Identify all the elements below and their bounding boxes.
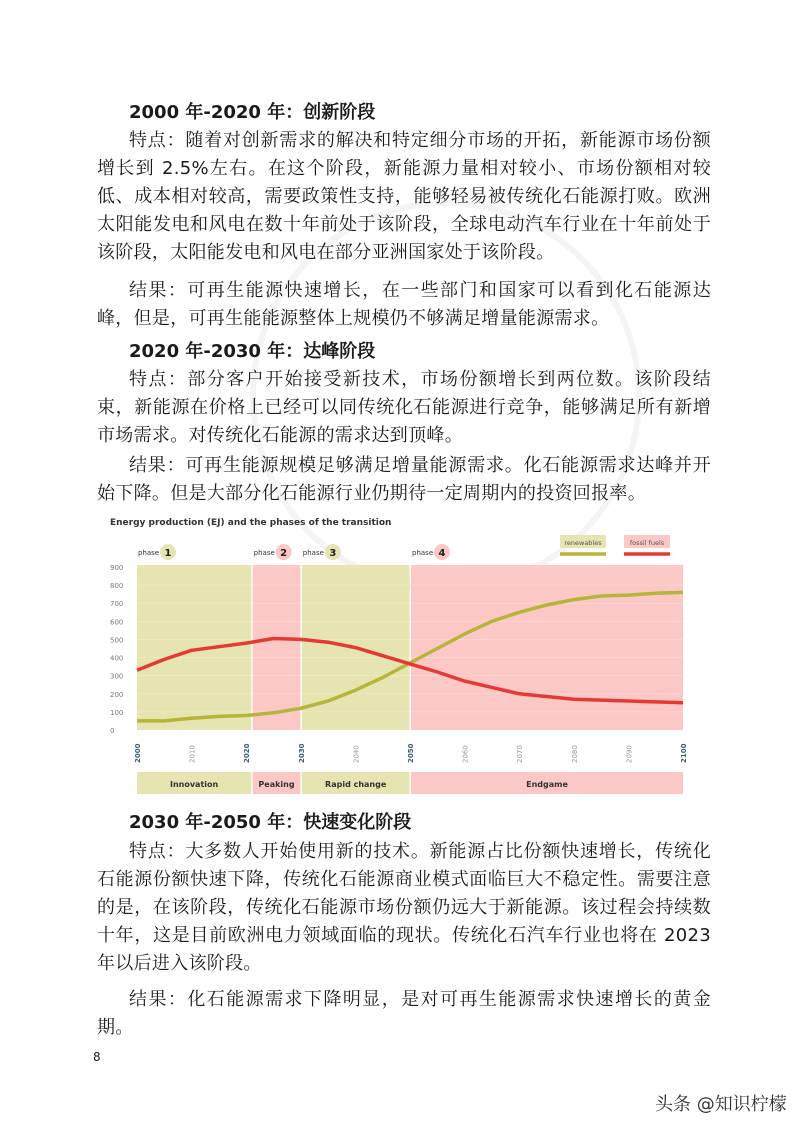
y-tick-label: 500: [110, 636, 124, 645]
x-tick-label: 2090: [625, 745, 634, 763]
chart-title: Energy production (EJ) and the phases of the transition: [110, 518, 392, 528]
x-tick-label: 2080: [570, 745, 579, 763]
y-tick-label: 800: [110, 582, 124, 591]
section-result: 结果：可再生能源规模足够满足增量能源需求。化石能源需求达峰并开始下降。但是大部分化石能源行业仍期待一定周期内的投资回报率。: [97, 455, 711, 504]
section-result: 结果：可再生能源快速增长，在一些部门和国家可以看到化石能源达峰，但是，可再生能能源整体上规模仍不够满足增量能源需求。: [97, 280, 711, 329]
legend-label: fossil fuels: [629, 539, 665, 547]
phase-band: [411, 565, 683, 730]
phase-band: [137, 565, 251, 730]
x-tick-label: 2100: [680, 743, 688, 763]
y-tick-label: 900: [110, 564, 124, 572]
phase-label: Peaking: [258, 780, 295, 789]
footer-attribution: 头条 @知识柠檬: [655, 1094, 787, 1115]
section-feature: 特点：部分客户开始接受新技术，市场份额增长到两位数。该阶段结束，新能源在价格上已经可以同传统化石能源进行竞争，能够满足所有新增市场需求。对传统化石能源的需求达到顶峰。: [97, 369, 711, 446]
x-tick-label: 2030: [297, 743, 306, 763]
section-feature: 特点：随着对创新需求的解决和特定细分市场的开拓，新能源市场份额增长到 2.5%左右。在这个阶段，新能源力量相对较小、市场份额相对较低、成本相对较高，需要政策性支持，能够轻易被传统化石能源打败。欧洲太阳能发电和风电在数十年前处于该阶段，全球电动汽车行业在十年前处于该阶段，太阳能发电和风电在部分亚洲国家处于该阶段。: [97, 130, 711, 263]
y-tick-label: 600: [110, 618, 124, 627]
section-heading: 2020 年-2030 年：达峰阶段: [129, 341, 376, 362]
phase-word: phase: [302, 549, 324, 557]
phase-label: Innovation: [169, 780, 219, 789]
x-tick-label: 2000: [134, 743, 142, 763]
section-result: 结果：化石能源需求下降明显，是对可再生能源需求快速增长的黄金期。: [97, 989, 711, 1038]
x-tick-label: 2050: [407, 743, 415, 763]
x-tick-label: 2010: [188, 745, 197, 763]
phase-word: phase: [138, 549, 160, 557]
phase-number: 4: [438, 548, 446, 559]
phase-word: phase: [253, 549, 275, 557]
phase-number: 3: [329, 548, 337, 559]
y-tick-label: 400: [110, 654, 124, 663]
legend-label: renewables: [564, 539, 602, 547]
x-tick-label: 2060: [461, 745, 470, 763]
section-feature: 特点：大多数人开始使用新的技术。新能源占比份额快速增长，传统化石能源份额快速下降，传统化石能源商业模式面临巨大不稳定性。需要注意的是，在该阶段，传统化石能源市场份额仍远大于新能源。该过程会持续数十年，这是目前欧洲电力领域面临的现状。传统化石汽车行业也将在 2023 年以后进入该阶段。: [97, 841, 711, 974]
section-heading: 2030 年-2050 年：快速变化阶段: [129, 812, 412, 833]
y-tick-label: 200: [110, 690, 124, 699]
y-tick-label: 100: [110, 708, 124, 717]
x-tick-label: 2070: [516, 745, 525, 763]
phase-number: 2: [280, 548, 288, 559]
phase-label: Rapid change: [325, 780, 387, 789]
x-tick-label: 2040: [352, 745, 361, 763]
phase-number: 1: [164, 548, 172, 559]
y-tick-label: 0: [110, 727, 115, 735]
phase-word: phase: [412, 549, 434, 557]
x-tick-label: 2020: [243, 743, 252, 763]
energy-transition-chart: [110, 515, 700, 805]
y-tick-label: 700: [110, 600, 124, 609]
y-tick-label: 300: [110, 672, 124, 681]
phase-band: [253, 565, 301, 730]
phase-label: Endgame: [526, 780, 568, 789]
section-heading: 2000 年-2020 年：创新阶段: [129, 102, 376, 123]
page-number: 8: [93, 1050, 101, 1064]
